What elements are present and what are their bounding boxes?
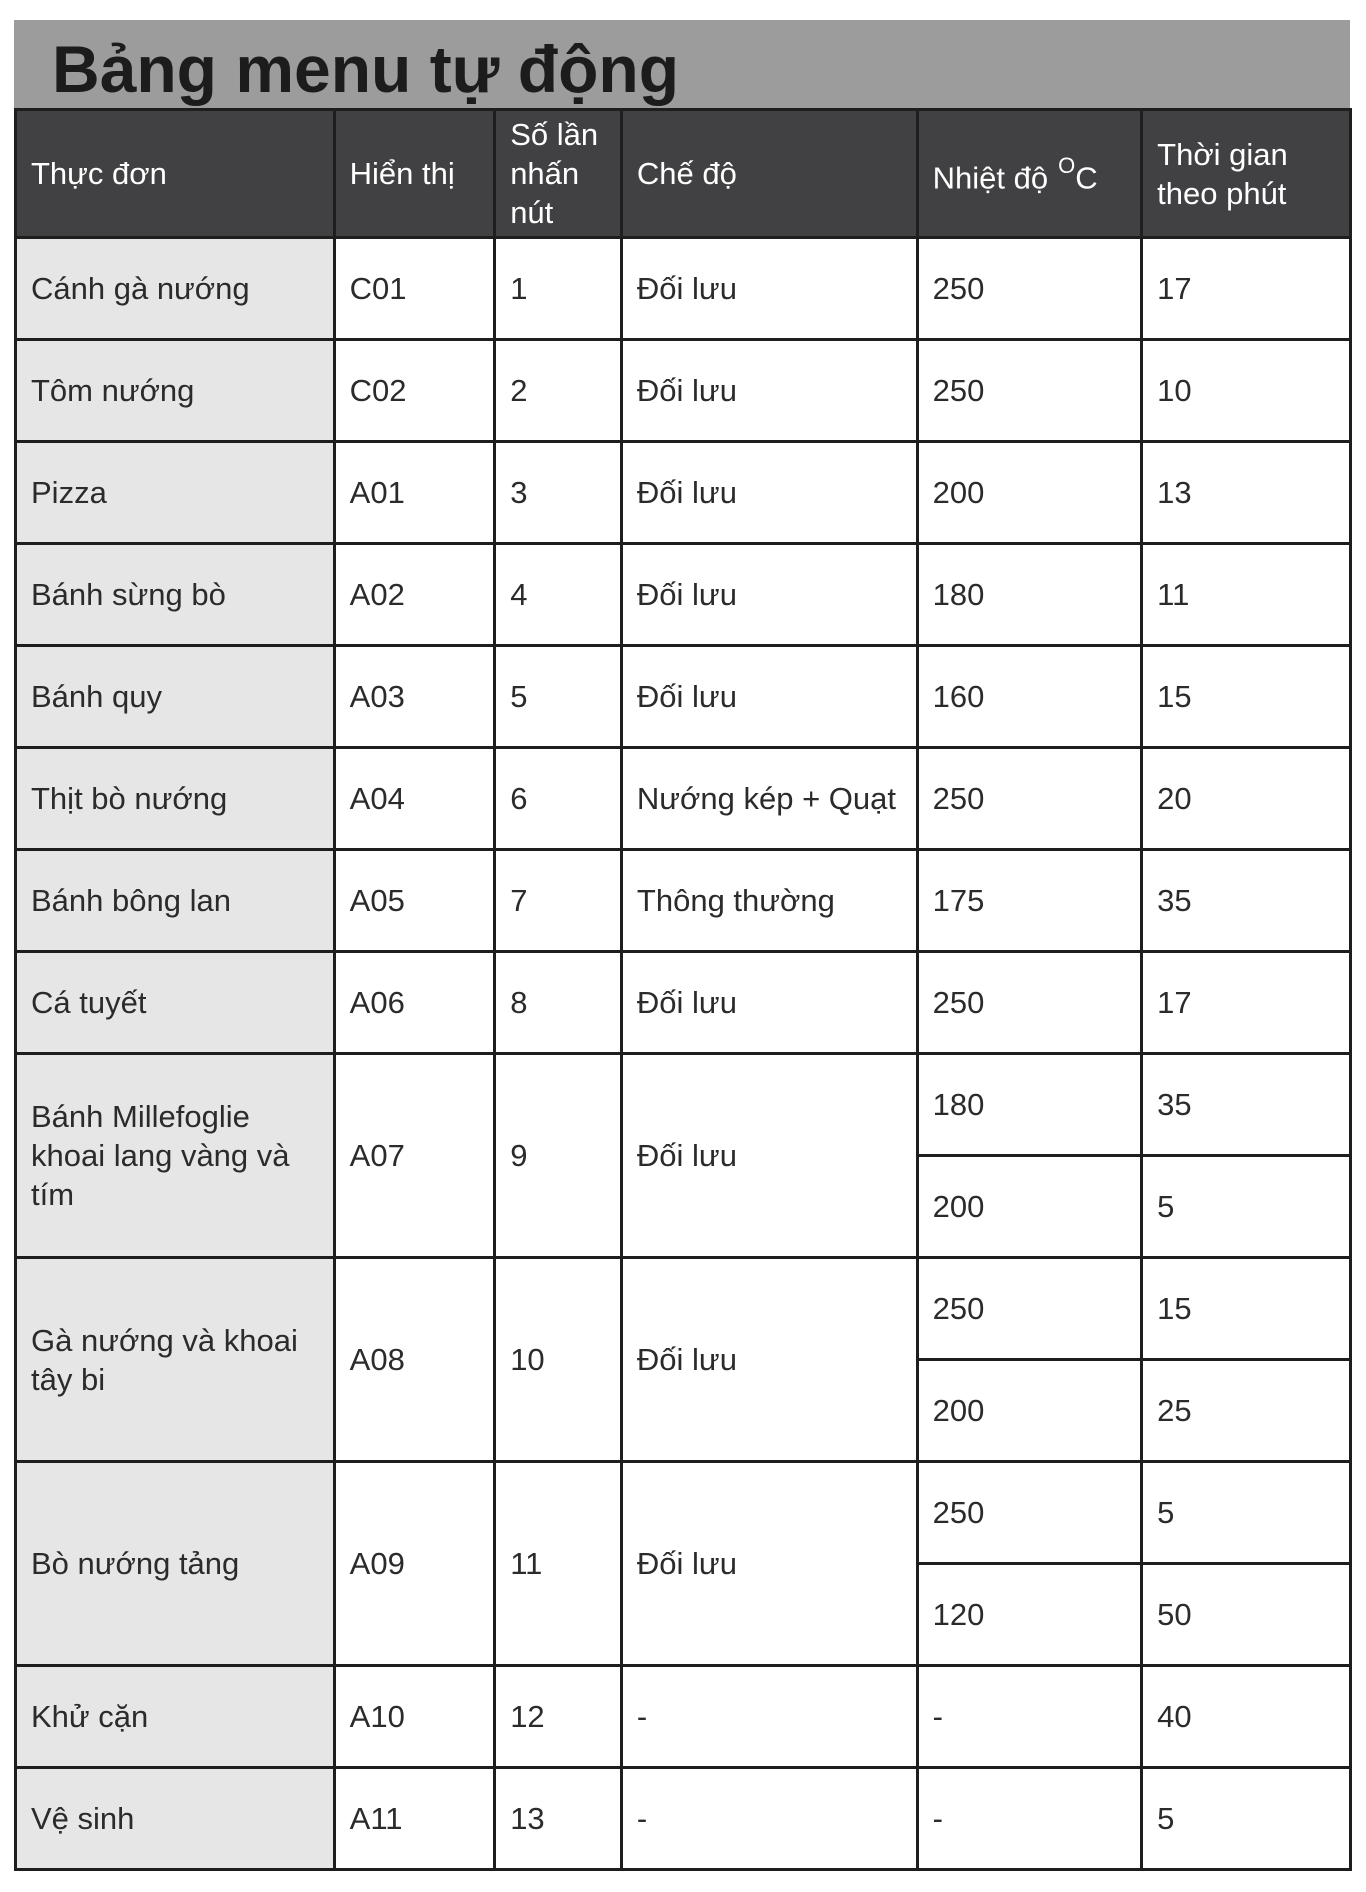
- table-row: [16, 1666, 1351, 1768]
- header-mode: Chế độ: [621, 110, 917, 238]
- cell-dish: [16, 1768, 335, 1870]
- cell-presses: 7: [495, 850, 622, 952]
- cell-time: 15: [1142, 1258, 1351, 1360]
- cell-mode: Đối lưu: [621, 238, 917, 340]
- cell-dish: [16, 850, 335, 952]
- cell-presses: 10: [495, 1258, 622, 1462]
- dish-name-text: Pizza: [31, 475, 107, 510]
- auto-menu-table: [14, 108, 1352, 1871]
- cell-dish: [16, 1666, 335, 1768]
- cell-time: 17: [1142, 238, 1351, 340]
- cell-temperature: 200: [917, 442, 1142, 544]
- table-row: [16, 1768, 1351, 1870]
- cell-temperature: 250: [917, 238, 1142, 340]
- cell-temperature: 250: [917, 1462, 1142, 1564]
- cell-temperature: 250: [917, 748, 1142, 850]
- cell-presses: 5: [495, 646, 622, 748]
- table-row: [16, 850, 1351, 952]
- header-time: Thời gian theo phút: [1142, 110, 1351, 238]
- cell-presses: 2: [495, 340, 622, 442]
- cell-temperature: -: [917, 1666, 1142, 1768]
- cell-dish: [16, 952, 335, 1054]
- cell-display: A08: [334, 1258, 495, 1462]
- cell-display: A11: [334, 1768, 495, 1870]
- dish-name-text: Bánh Millefoglie khoai lang vàng và tím: [31, 1099, 290, 1212]
- cell-time: 13: [1142, 442, 1351, 544]
- dish-name-text: Bánh sừng bò: [31, 577, 226, 612]
- cell-display: A02: [334, 544, 495, 646]
- dish-name-text: Vệ sinh: [31, 1801, 135, 1836]
- table-header-row: [16, 110, 1351, 238]
- cell-dish: [16, 1462, 335, 1666]
- cell-display: A07: [334, 1054, 495, 1258]
- cell-time: 20: [1142, 748, 1351, 850]
- cell-mode: Đối lưu: [621, 340, 917, 442]
- cell-display: A10: [334, 1666, 495, 1768]
- cell-dish: [16, 340, 335, 442]
- page-title: Bảng menu tự động: [52, 32, 680, 106]
- cell-dish: [16, 748, 335, 850]
- dish-name-text: Thịt bò nướng: [31, 781, 228, 816]
- cell-presses: 11: [495, 1462, 622, 1666]
- header-presses: Số lần nhấn nút: [495, 110, 622, 238]
- cell-presses: 4: [495, 544, 622, 646]
- cell-display: A01: [334, 442, 495, 544]
- cell-dish: [16, 442, 335, 544]
- cell-temperature: 120: [917, 1564, 1142, 1666]
- cell-mode: Đối lưu: [621, 646, 917, 748]
- table-row: [16, 952, 1351, 1054]
- table-row: [16, 1054, 1351, 1156]
- dish-name-text: Bánh quy: [31, 679, 162, 714]
- cell-dish: [16, 1054, 335, 1258]
- dish-name-text: Khử cặn: [31, 1699, 149, 1734]
- cell-temperature: 250: [917, 1258, 1142, 1360]
- cell-presses: 1: [495, 238, 622, 340]
- table-row: [16, 544, 1351, 646]
- header-dish: Thực đơn: [16, 110, 335, 238]
- cell-time: 40: [1142, 1666, 1351, 1768]
- cell-time: 5: [1142, 1462, 1351, 1564]
- cell-mode: Thông thường: [621, 850, 917, 952]
- cell-time: 17: [1142, 952, 1351, 1054]
- cell-temperature: 200: [917, 1360, 1142, 1462]
- cell-mode: Đối lưu: [621, 1258, 917, 1462]
- cell-display: A05: [334, 850, 495, 952]
- header-temperature-unit: C: [1075, 160, 1098, 196]
- cell-display: C02: [334, 340, 495, 442]
- title-bar: [14, 20, 1350, 110]
- cell-temperature: 180: [917, 1054, 1142, 1156]
- cell-mode: Đối lưu: [621, 952, 917, 1054]
- cell-display: A04: [334, 748, 495, 850]
- degree-symbol: O: [1058, 152, 1076, 178]
- header-temperature: [917, 110, 1142, 238]
- cell-temperature: 250: [917, 340, 1142, 442]
- header-display: Hiển thị: [334, 110, 495, 238]
- table-row: [16, 646, 1351, 748]
- cell-time: 25: [1142, 1360, 1351, 1462]
- cell-mode: Đối lưu: [621, 1054, 917, 1258]
- table-body: [16, 238, 1351, 1870]
- cell-time: 10: [1142, 340, 1351, 442]
- table-row: [16, 1258, 1351, 1360]
- cell-temperature: 180: [917, 544, 1142, 646]
- cell-mode: -: [621, 1666, 917, 1768]
- cell-time: 50: [1142, 1564, 1351, 1666]
- dish-name-text: Cá tuyết: [31, 985, 147, 1020]
- cell-time: 11: [1142, 544, 1351, 646]
- cell-display: C01: [334, 238, 495, 340]
- cell-mode: -: [621, 1768, 917, 1870]
- cell-temperature: 160: [917, 646, 1142, 748]
- table-row: [16, 340, 1351, 442]
- table-row: [16, 238, 1351, 340]
- cell-mode: Đối lưu: [621, 442, 917, 544]
- cell-time: 5: [1142, 1156, 1351, 1258]
- cell-display: A03: [334, 646, 495, 748]
- cell-temperature: 200: [917, 1156, 1142, 1258]
- cell-temperature: -: [917, 1768, 1142, 1870]
- cell-presses: 13: [495, 1768, 622, 1870]
- table-row: [16, 1462, 1351, 1564]
- table-row: [16, 748, 1351, 850]
- cell-time: 15: [1142, 646, 1351, 748]
- cell-dish: [16, 544, 335, 646]
- cell-temperature: 250: [917, 952, 1142, 1054]
- table-row: [16, 442, 1351, 544]
- dish-name-text: Tôm nướng: [31, 373, 195, 408]
- cell-presses: 12: [495, 1666, 622, 1768]
- cell-temperature: 175: [917, 850, 1142, 952]
- cell-time: 5: [1142, 1768, 1351, 1870]
- cell-time: 35: [1142, 1054, 1351, 1156]
- cell-display: A09: [334, 1462, 495, 1666]
- cell-presses: 9: [495, 1054, 622, 1258]
- cell-mode: Đối lưu: [621, 1462, 917, 1666]
- cell-mode: Đối lưu: [621, 544, 917, 646]
- cell-mode: Nướng kép + Quạt: [621, 748, 917, 850]
- dish-name-text: Bò nướng tảng: [31, 1546, 240, 1581]
- cell-presses: 3: [495, 442, 622, 544]
- dish-name-text: Cánh gà nướng: [31, 271, 250, 306]
- header-temperature-label: Nhiệt độ: [932, 160, 1049, 196]
- dish-name-text: Gà nướng và khoai tây bi: [31, 1322, 298, 1397]
- cell-dish: [16, 1258, 335, 1462]
- cell-time: 35: [1142, 850, 1351, 952]
- dish-name-text: Bánh bông lan: [31, 883, 231, 918]
- cell-display: A06: [334, 952, 495, 1054]
- cell-presses: 8: [495, 952, 622, 1054]
- cell-dish: [16, 646, 335, 748]
- cell-presses: 6: [495, 748, 622, 850]
- cell-dish: [16, 238, 335, 340]
